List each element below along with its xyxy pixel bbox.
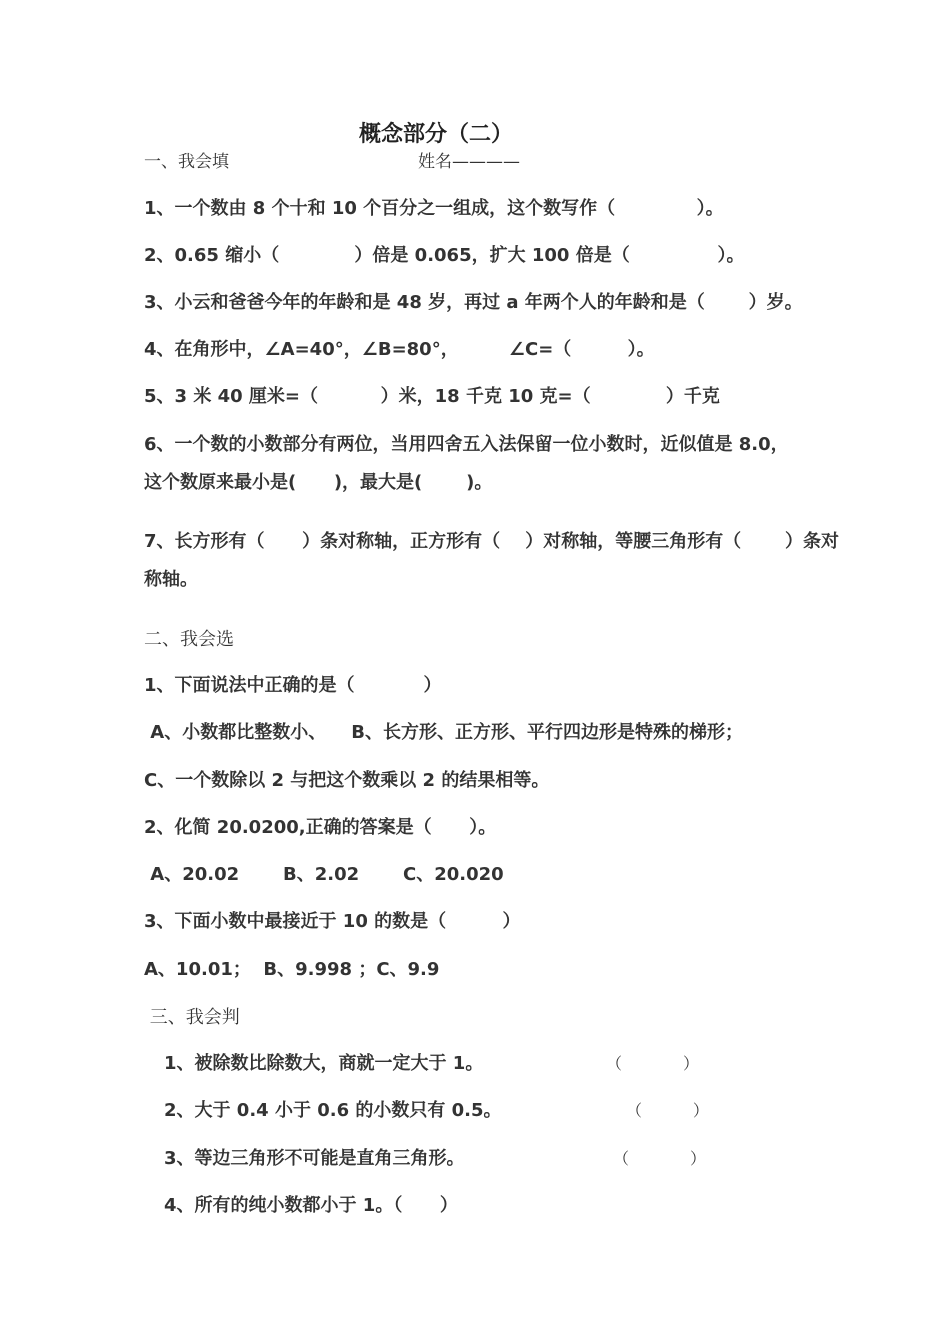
fill-question-7-line-2: 称轴。 bbox=[144, 569, 198, 590]
choice-question-3: 3、下面小数中最接近于 10 的数是（ ） bbox=[144, 911, 521, 932]
choice-question-3-options: A、10.01； B、9.998 ；C、9.9 bbox=[144, 959, 440, 980]
choice-question-1-options-a-b: A、小数都比整数小、 B、长方形、正方形、平行四边形是特殊的梯形； bbox=[144, 722, 743, 743]
fill-question-6-line-2: 这个数原来最小是( )，最大是( )。 bbox=[144, 472, 493, 493]
fill-question-3: 3、小云和爸爸今年的年龄和是 48 岁，再过 a 年两个人的年龄和是（ ）岁。 bbox=[144, 292, 803, 313]
choice-question-2: 2、化简 20.0200,正确的答案是（ ）。 bbox=[144, 817, 497, 838]
page-title: 概念部分（二） bbox=[359, 121, 514, 147]
judge-question-1: 1、被除数比除数大，商就一定大于 1。 bbox=[164, 1053, 484, 1074]
fill-question-2: 2、0.65 缩小（ ）倍是 0.065，扩大 100 倍是（ ）。 bbox=[144, 245, 745, 266]
choice-question-2-options: A、20.02 B、2.02 C、20.020 bbox=[144, 864, 504, 885]
fill-question-6-line-1: 6、一个数的小数部分有两位，当用四舍五入法保留一位小数时，近似值是 8.0， bbox=[144, 434, 789, 455]
choice-question-1: 1、下面说法中正确的是（ ） bbox=[144, 675, 442, 696]
fill-question-1: 1、一个数由 8 个十和 10 个百分之一组成，这个数写作（ ）。 bbox=[144, 198, 724, 219]
fill-question-5: 5、3 米 40 厘米=（ ）米，18 千克 10 克=（ ）千克 bbox=[144, 386, 720, 407]
judge-question-1-bracket: （ ） bbox=[606, 1054, 700, 1073]
judge-question-3: 3、等边三角形不可能是直角三角形。 bbox=[164, 1148, 465, 1169]
judge-question-2-bracket: （ ） bbox=[626, 1101, 709, 1120]
judge-question-4: 4、所有的纯小数都小于 1。（ ） bbox=[164, 1195, 458, 1216]
choice-question-1-option-c: C、一个数除以 2 与把这个数乘以 2 的结果相等。 bbox=[144, 770, 550, 791]
section-heading-fill: 一、我会填 bbox=[144, 152, 229, 172]
name-field-label: 姓名———— bbox=[418, 152, 520, 172]
judge-question-3-bracket: （ ） bbox=[613, 1149, 707, 1168]
judge-question-2: 2、大于 0.4 小于 0.6 的小数只有 0.5。 bbox=[164, 1100, 502, 1121]
fill-question-7-line-1: 7、长方形有（ ）条对称轴，正方形有（ ）对称轴，等腰三角形有（ ）条对 bbox=[144, 531, 840, 552]
section-heading-choose: 二、我会选 bbox=[144, 629, 234, 650]
section-heading-judge: 三、我会判 bbox=[144, 1007, 240, 1028]
fill-question-4: 4、在角形中，∠A=40°，∠B=80°， ∠C=（ ）。 bbox=[144, 339, 655, 360]
